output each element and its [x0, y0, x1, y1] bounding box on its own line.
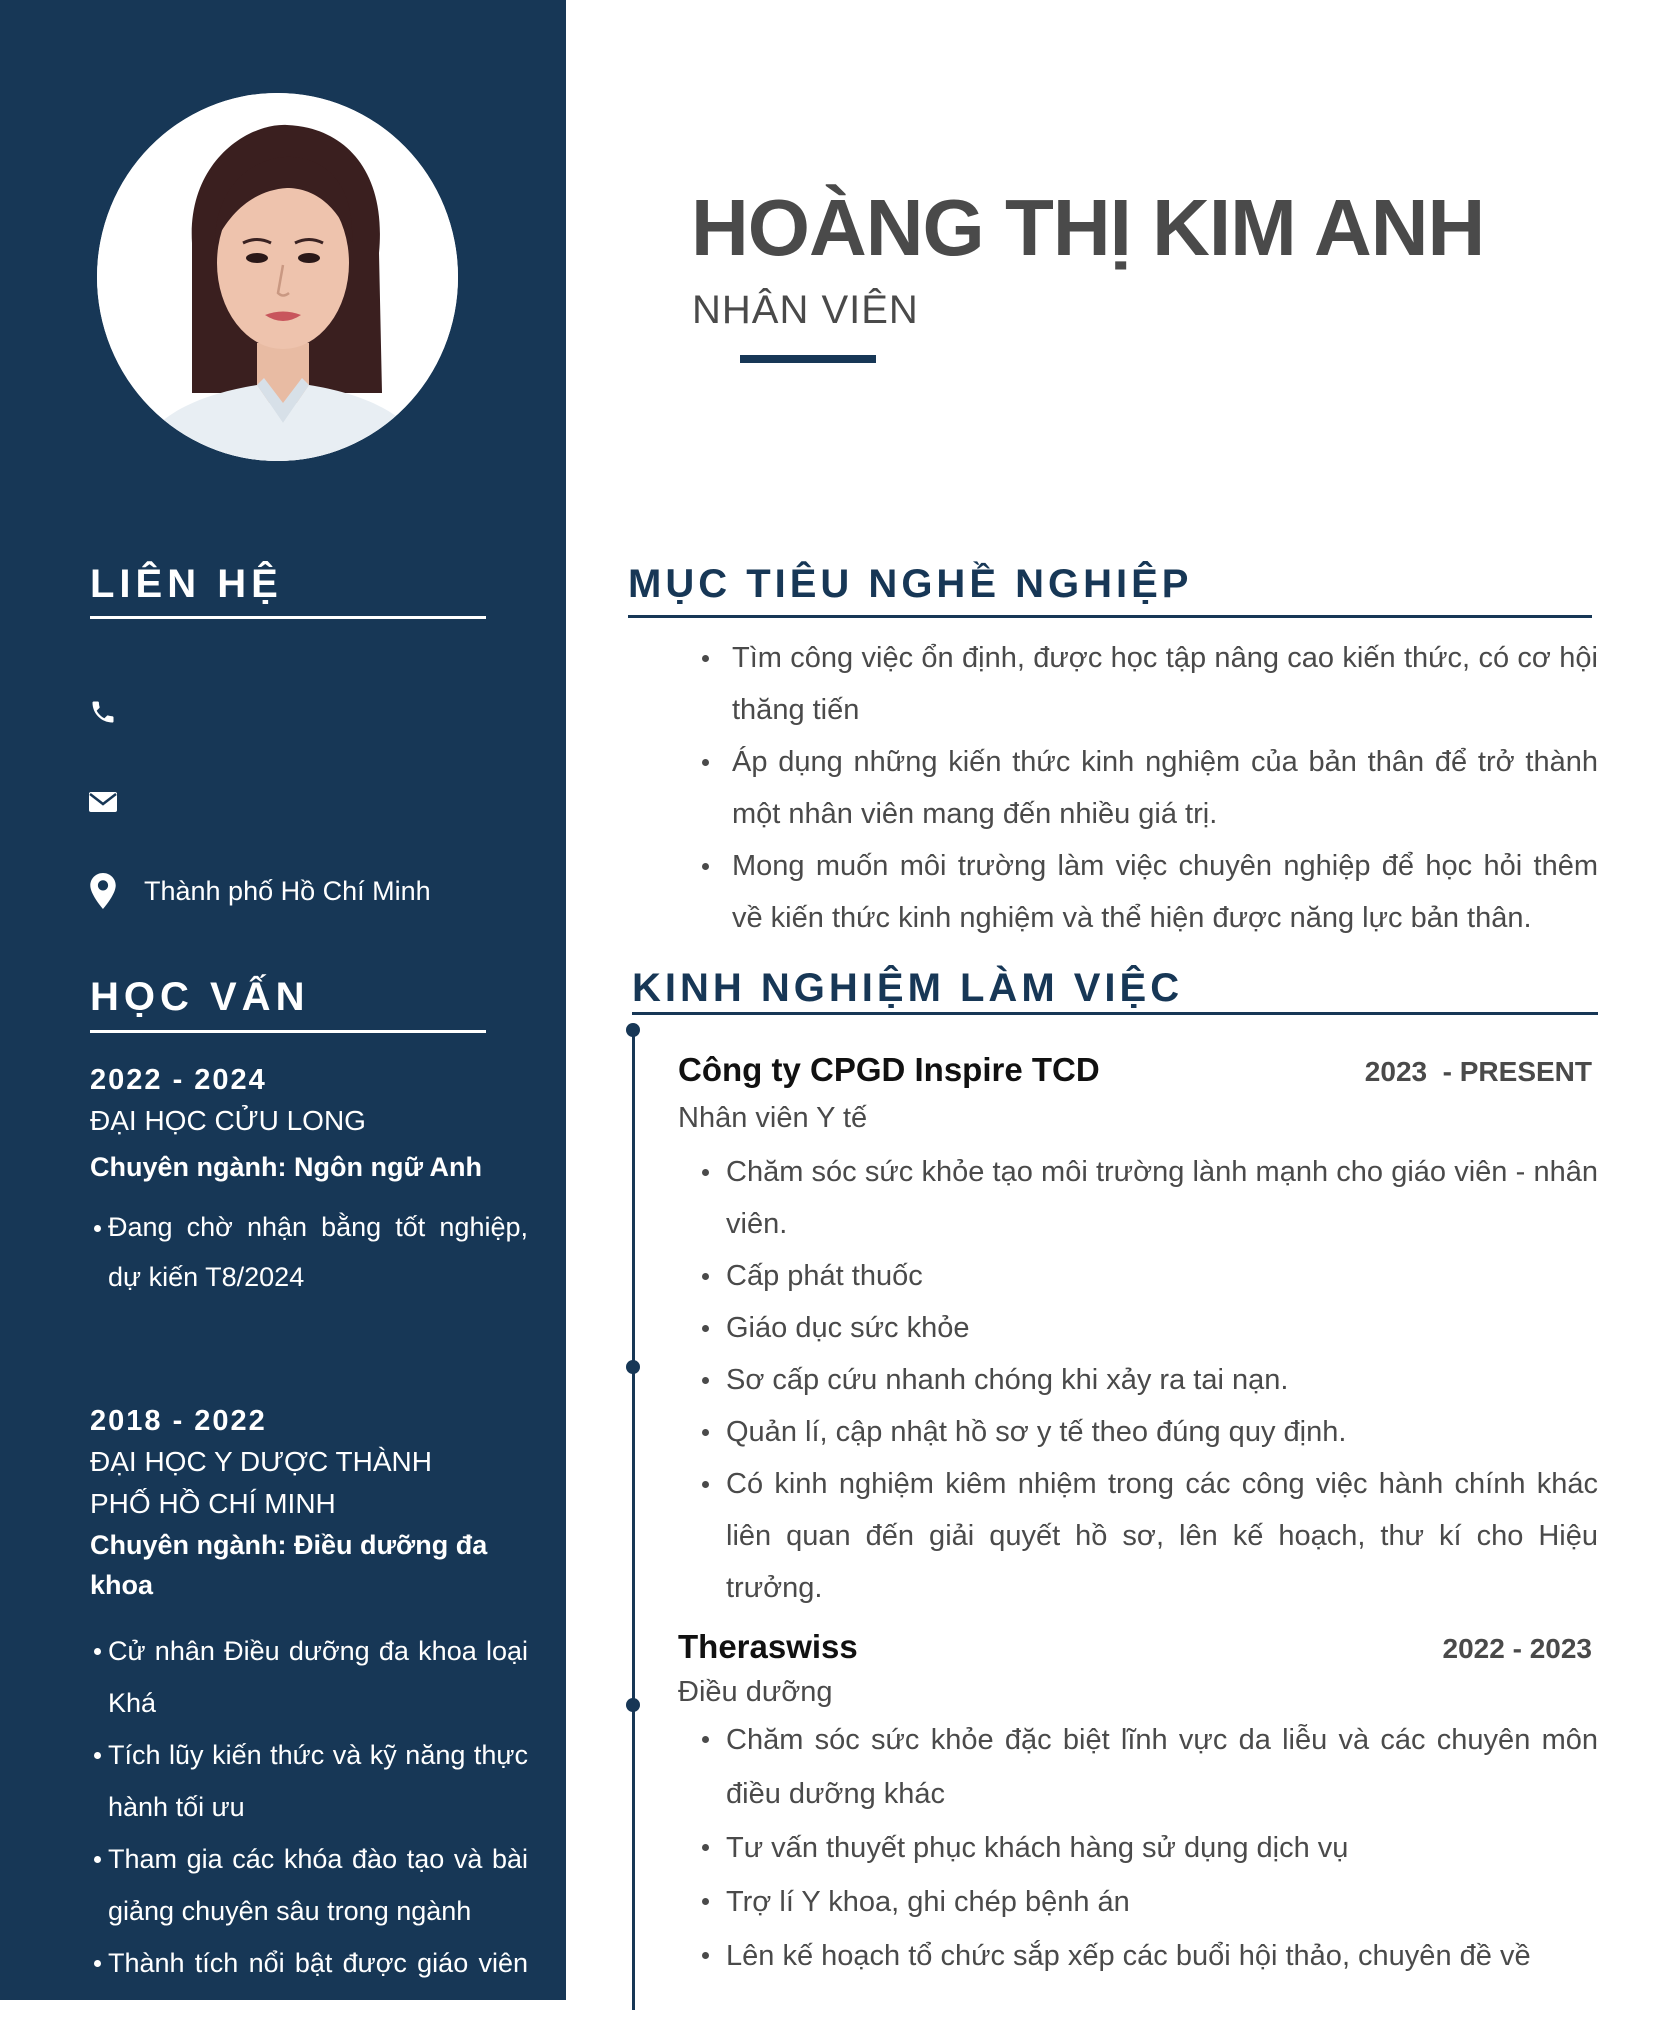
- education-bullet: Thành tích nổi bật được giáo viên và đồng nghiệp đánh giá cao: [108, 1937, 528, 2041]
- job-title: Nhân viên Y tế: [678, 1102, 868, 1134]
- education-bullet: Đang chờ nhận bằng tốt nghiệp, dự kiến T8/2024: [108, 1202, 528, 1302]
- job-dates: 2023 - PRESENT: [1364, 1056, 1592, 1087]
- job-bullet: Quản lí, cập nhật hồ sơ y tế theo đúng quy định.: [678, 1406, 1598, 1458]
- education-school: ĐẠI HỌC CỬU LONG: [90, 1105, 366, 1136]
- education-years: 2018 - 2022: [90, 1405, 267, 1437]
- objective-item: Áp dụng những kiến thức kinh nghiệm của bản thân để trở thành một nhân viên mang đến nhiều giá trị.: [678, 736, 1598, 840]
- objective-item: Tìm công việc ổn định, được học tập nâng cao kiến thức, có cơ hội thăng tiến: [678, 632, 1598, 736]
- objective-list: [678, 632, 1598, 944]
- job-entry: [678, 1625, 1598, 1983]
- education-major: Chuyên ngành: Ngôn ngữ Anh: [90, 1152, 482, 1182]
- education-years: 2022 - 2024: [90, 1064, 267, 1096]
- education-bullet: Cử nhân Điều dưỡng đa khoa loại Khá: [108, 1625, 528, 1729]
- job-bullet: Trợ lí Y khoa, ghi chép bệnh án: [678, 1875, 1598, 1929]
- job-bullet: Tư vấn thuyết phục khách hàng sử dụng dịch vụ: [678, 1821, 1598, 1875]
- job-bullets: [678, 1146, 1598, 1614]
- education-bullet: Tích lũy kiến thức và kỹ năng thực hành tối ưu: [108, 1729, 528, 1833]
- experience-divider: [632, 1012, 1598, 1015]
- education-bullets: [90, 1625, 540, 2041]
- education-entry: [90, 1060, 540, 1302]
- job-company: Công ty CPGD Inspire TCD: [678, 1051, 1100, 1088]
- timeline-dot: [626, 1360, 640, 1374]
- job-bullet: Có kinh nghiệm kiêm nhiệm trong các công việc hành chính khác liên quan đến giải quyết hồ sơ, lên kế hoạch, thư kí cho Hiệu trưởng.: [678, 1458, 1598, 1614]
- job-dates: 2022 - 2023: [1442, 1633, 1592, 1664]
- job-bullet: Chăm sóc sức khỏe đặc biệt lĩnh vực da liễu và các chuyên môn điều dưỡng khác: [678, 1713, 1598, 1821]
- job-bullets: [678, 1713, 1598, 1983]
- job-bullet: Lên kế hoạch tổ chức sắp xếp các buổi hội thảo, chuyên đề về: [678, 1929, 1598, 1983]
- contact-email: [88, 782, 144, 822]
- timeline-dot: [626, 1698, 640, 1712]
- education-divider: [90, 1030, 486, 1033]
- job-company: Theraswiss: [678, 1628, 858, 1665]
- job-bullet: Giáo dục sức khỏe: [678, 1302, 1598, 1354]
- timeline-dot: [626, 1023, 640, 1037]
- contact-heading: LIÊN HỆ: [90, 562, 283, 606]
- job-bullet: Chăm sóc sức khỏe tạo môi trường lành mạnh cho giáo viên - nhân viên.: [678, 1146, 1598, 1250]
- profile-photo: [97, 93, 458, 461]
- job-entry: [678, 1048, 1598, 1614]
- contact-phone: [88, 692, 144, 732]
- experience-timeline: [632, 1030, 635, 2010]
- title-accent-bar: [740, 355, 876, 363]
- education-school: ĐẠI HỌC Y DƯỢC THÀNH PHỐ HỒ CHÍ MINH: [90, 1446, 432, 1519]
- education-entry: [90, 1401, 540, 2041]
- job-bullet: Sơ cấp cứu nhanh chóng khi xảy ra tai nạn.: [678, 1354, 1598, 1406]
- objective-heading: MỤC TIÊU NGHỀ NGHIỆP: [628, 562, 1193, 606]
- main-content: [566, 0, 1655, 2000]
- phone-icon: [88, 697, 118, 727]
- education-bullet: Tham gia các khóa đào tạo và bài giảng chuyên sâu trong ngành: [108, 1833, 528, 1937]
- education-major: Chuyên ngành: Điều dưỡng đa khoa: [90, 1530, 488, 1600]
- objective-divider: [628, 615, 1592, 618]
- objective-item: Mong muốn môi trường làm việc chuyên nghiệp để học hỏi thêm về kiến thức kinh nghiệm và thể hiện được năng lực bản thân.: [678, 840, 1598, 944]
- job-title: Điều dưỡng: [678, 1676, 833, 1708]
- job-bullet: Cấp phát thuốc: [678, 1250, 1598, 1302]
- experience-heading: KINH NGHIỆM LÀM VIỆC: [632, 966, 1184, 1010]
- education-bullets: [90, 1202, 540, 1302]
- portrait-image: [97, 93, 458, 461]
- education-heading: HỌC VẤN: [90, 975, 310, 1019]
- contact-divider: [90, 616, 486, 619]
- candidate-name: HOÀNG THỊ KIM ANH: [691, 183, 1485, 272]
- location-text: Thành phố Hồ Chí Minh: [144, 875, 431, 906]
- location-pin-icon: [88, 876, 118, 906]
- contact-location: [88, 871, 431, 911]
- sidebar: [0, 0, 566, 2030]
- candidate-role: NHÂN VIÊN: [692, 288, 919, 332]
- mail-icon: [88, 787, 118, 817]
